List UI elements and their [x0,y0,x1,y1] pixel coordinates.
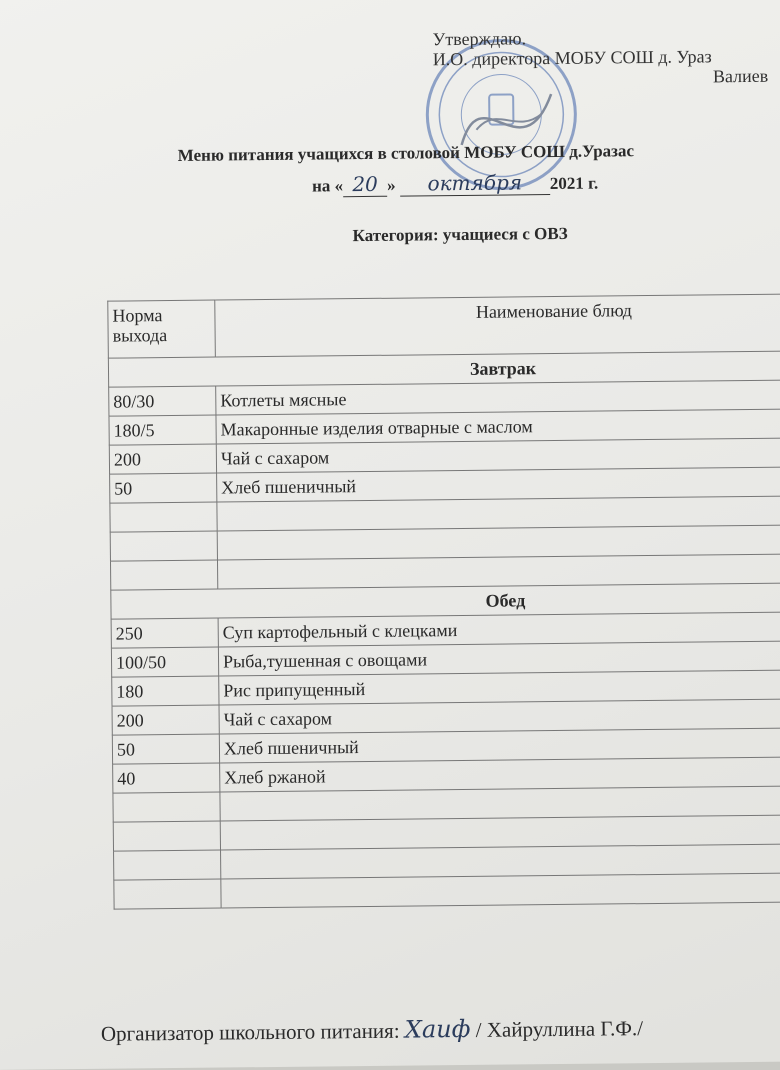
approval-name: Валиев [712,65,769,87]
dish-cell: Хлеб пшеничный [219,727,780,763]
dish-cell: Рис припущенный [219,669,780,705]
dish-cell: Чай с сахаром [216,437,780,473]
norm-cell [110,560,217,590]
norm-cell: 200 [112,705,219,735]
norm-cell: 80/30 [109,386,216,416]
footer-signature-line [101,1013,643,1047]
handwritten-signature: Хаиф [404,1014,471,1044]
norm-cell: 180/5 [109,415,216,445]
norm-cell: 200 [109,444,216,474]
norm-cell [110,502,217,532]
norm-cell [113,792,220,822]
footer-label: Организатор школьного питания: [100,1018,400,1046]
menu-table [107,292,780,909]
date-mid: » [387,175,396,195]
date-prefix: на « [311,176,344,196]
norm-cell [114,879,221,909]
header-dish: Наименование блюд [215,293,780,357]
menu-category: Категория: учащиеся с ОВЗ [352,223,568,246]
norm-cell: 50 [112,734,219,764]
approval-line-1: Утверждаю. [432,28,527,50]
dish-cell: Макаронные изделия отварные с маслом [216,408,780,444]
section-breakfast-title: Завтрак [108,350,780,387]
dish-cell: Чай с сахаром [219,698,780,734]
footer-name: / Хайруллина Г.Ф./ [475,1016,644,1042]
dish-cell [221,872,780,908]
document-title: Меню питания учащихся в столовой МОБУ СОШ д.Уразас [177,141,635,165]
dish-cell: Суп картофельный с клецками [218,611,780,647]
menu-date [312,170,598,198]
norm-cell [113,821,220,851]
dish-cell: Котлеты мясные [216,379,780,415]
norm-cell: 40 [113,763,220,793]
dish-cell: Хлеб пшеничный [217,466,780,502]
date-month: октября [400,170,550,197]
norm-cell: 180 [112,676,219,706]
approval-line-2: И.О. директора МОБУ СОШ д. Ураз [432,46,712,70]
dish-cell: Рыба,тушенная с овощами [218,640,780,676]
norm-cell: 100/50 [111,647,218,677]
norm-cell [110,531,217,561]
table-header-row [108,293,780,358]
norm-cell [114,850,221,880]
norm-cell: 50 [110,473,217,503]
header-norm: Норма выхода [108,300,216,358]
approval-block [432,26,769,89]
section-lunch-title: Обед [111,582,780,619]
norm-cell: 250 [111,618,218,648]
date-day: 20 [343,172,387,197]
dish-cell: Хлеб ржаной [220,756,780,792]
date-year: 2021 г. [549,173,599,194]
